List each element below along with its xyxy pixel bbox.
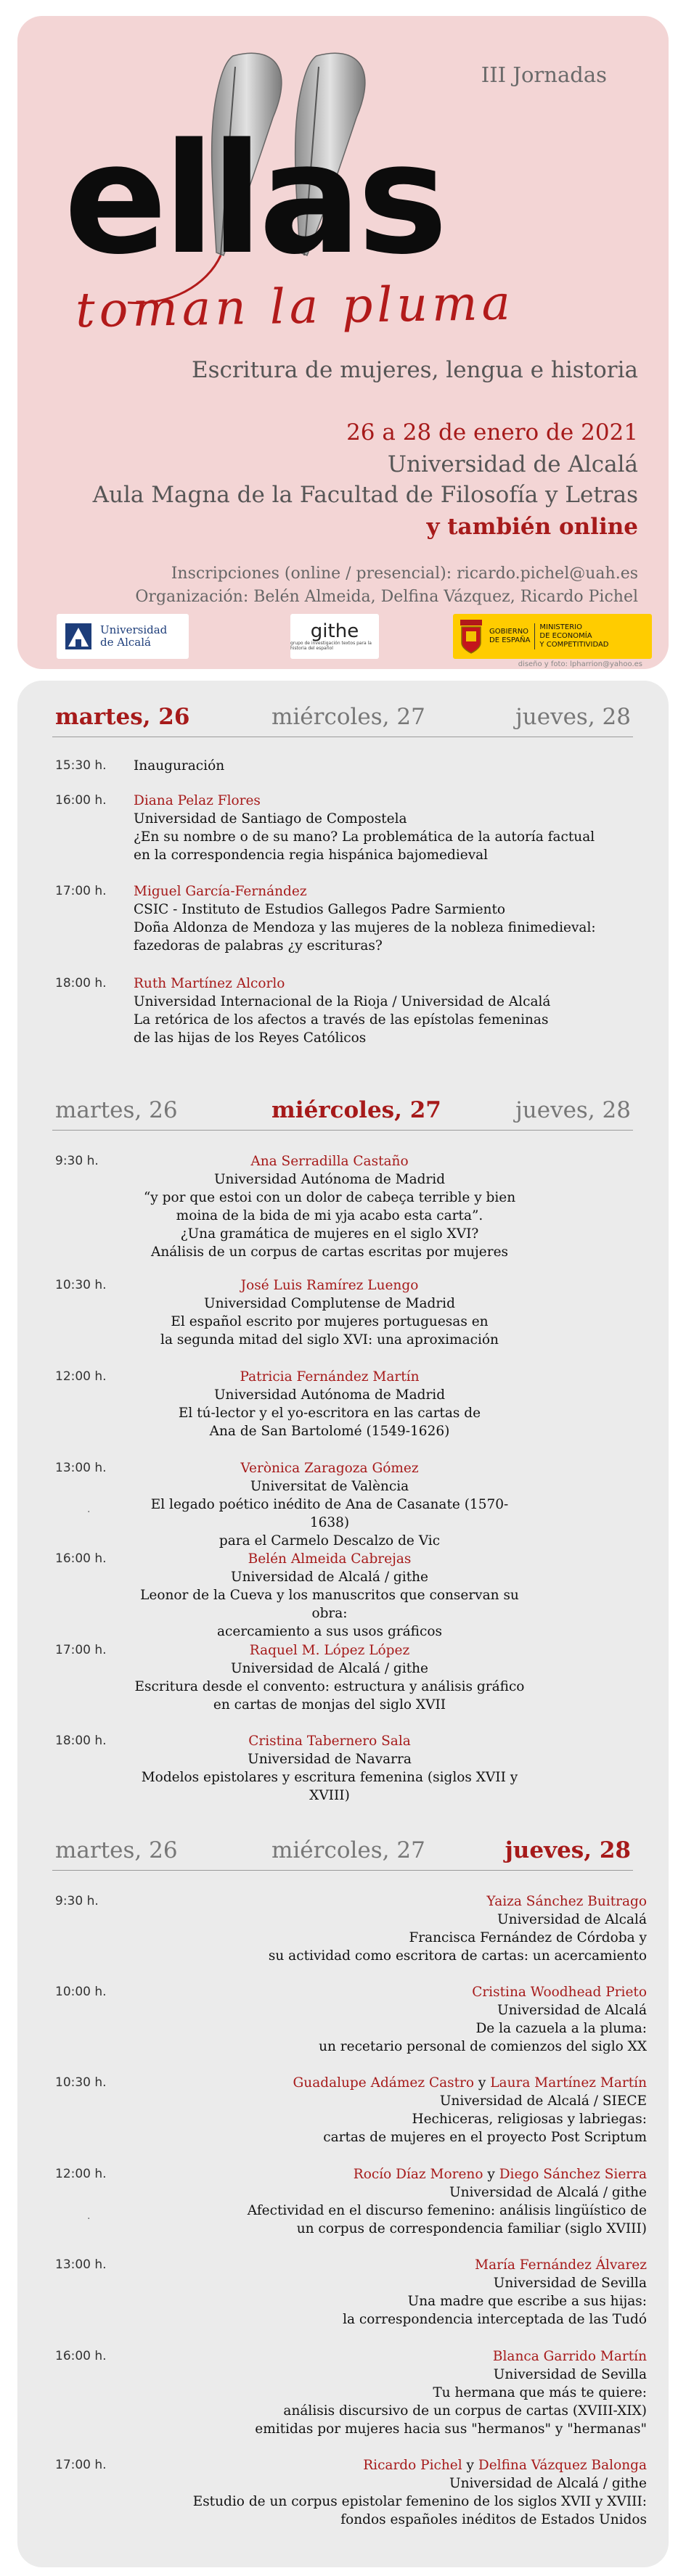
bullet-dot: · [87,1506,91,1518]
session-body [134,2456,647,2529]
day-tab-2: miércoles, 27 [271,1837,425,1863]
speaker-name [134,975,642,993]
coat-of-arms-icon [457,618,485,655]
speaker-connector: y [483,2167,499,2182]
talk-title-line: Francisca Fernández de Córdoba y [409,1930,647,1945]
githe-subtitle: grupo de investigación textos para la historia del español [290,641,372,651]
talk-title-line: ¿En su nombre o de su mano? La problemática de la autoría factual [134,829,595,845]
ministry-line2: DE ECONOMÍA [539,632,592,640]
talk-title-line: fazedoras de palabras ¿y escrituras? [134,938,383,953]
day-tab-1: martes, 26 [55,1097,178,1123]
session-body [134,1892,647,1965]
session-body [134,882,642,955]
talk-title-line: cartas de mujeres en el proyecto Post Scriptum [323,2130,647,2145]
speaker-primary: Ana Serradilla Castaño [250,1154,409,1169]
speaker-name [134,1732,526,1750]
session-time: 16:00 h. [55,793,107,808]
talk-title-line: de las hijas de los Reyes Católicos [134,1030,367,1046]
session-body [134,2256,647,2329]
speaker-name [134,1641,526,1660]
talk-title-line: El legado poético inédito de Ana de Casanate (1570-1638) [150,1497,509,1530]
session-time: 12:00 h. [55,1369,107,1384]
speaker-connector: y [474,2075,491,2091]
session-body [134,792,642,864]
speaker-name [134,1892,647,1911]
uah-logo [57,614,189,659]
talk-title-line: en cartas de monjas del siglo XVII [213,1697,446,1712]
talk-title-line: Leonor de la Cueva y los manuscritos que conservan su obra: [140,1588,519,1621]
speaker-primary: Yaiza Sánchez Buitrago [486,1894,647,1909]
talk-title-line: Ana de San Bartolomé (1549-1626) [209,1424,450,1439]
speaker-secondary: Diego Sánchez Sierra [499,2167,647,2182]
talk-title-line: Inauguración [134,758,225,774]
talk-title-line: Análisis de un corpus de cartas escritas por mujeres [150,1244,509,1260]
speaker-primary: María Fernández Álvarez [475,2257,647,2273]
session-time: 16:00 h. [55,1551,107,1566]
speaker-name [134,2074,647,2092]
talk-title-line: su actividad como escritora de cartas: un acercamiento [268,1948,647,1964]
speaker-affiliation: Universidad de Alcalá / githe [230,1661,428,1676]
session-body [134,1550,526,1641]
speaker-affiliation: Universidad de Alcalá [497,1912,647,1927]
talk-title-line: fondos españoles inéditos de Estados Unidos [340,2512,647,2527]
session-time: 10:00 h. [55,1985,107,1999]
speaker-affiliation: Universidad de Santiago de Compostela [134,811,407,826]
speaker-name [134,2456,647,2474]
session-time: 17:00 h. [55,884,107,898]
event-dates: 26 a 28 de enero de 2021 [346,419,638,446]
talk-title-line: De la cazuela a la pluma: [475,2021,647,2036]
uah-line1: Universidad [100,623,168,636]
speaker-name [134,1368,526,1386]
session-body [134,1276,526,1349]
day-header-miercoles [17,1097,669,1126]
session-body [134,975,642,1047]
speaker-name [134,1459,526,1477]
speaker-name [134,1550,526,1568]
speaker-affiliation: Universidad de Navarra [248,1752,412,1767]
talk-title-line: un recetario personal de comienzos del siglo XX [319,2039,647,2054]
speaker-connector: y [462,2458,478,2473]
venue: Aula Magna de la Facultad de Filosofía y Letras [92,482,638,508]
session-time: 16:00 h. [55,2349,107,2363]
day-tab-3: jueves, 28 [515,1097,631,1123]
talk-title-line: un corpus de correspondencia familiar (siglo XVIII) [296,2221,647,2236]
online-note: y también online [426,514,638,540]
session-time: 13:00 h. [55,2257,107,2272]
session-time: 10:30 h. [55,2075,107,2090]
ministry-line1: MINISTERIO [539,623,582,631]
talk-title-line: acercamiento a sus usos gráficos [216,1624,442,1639]
speaker-primary: Blanca Garrido Martín [492,2349,647,2364]
session-body [134,1368,526,1440]
gob-line2: DE ESPAÑA [489,636,531,644]
speaker-affiliation: Universidad de Alcalá / githe [449,2476,647,2491]
speaker-affiliation: CSIC - Instituto de Estudios Gallegos Padre Sarmiento [134,902,506,917]
speaker-primary: Raquel M. López López [249,1643,410,1658]
session-time: 10:30 h. [55,1278,107,1292]
talk-title-line: Estudio de un corpus epistolar femenino de los siglos XVII y XVIII: [192,2494,647,2509]
speaker-primary: Patricia Fernández Martín [240,1369,420,1385]
gobierno-logo [453,614,652,659]
speaker-affiliation: Universidad de Alcalá / SIECE [439,2093,647,2109]
speaker-name [134,882,642,901]
speaker-affiliation: Universidad Internacional de la Rioja / Universidad de Alcalá [134,994,551,1009]
talk-title-line: Tu hermana que más te quiere: [433,2385,647,2400]
speaker-primary: Belén Almeida Cabrejas [248,1551,412,1567]
session-time: 15:30 h. [55,758,107,773]
day-header-martes [17,704,669,733]
edition-label: III Jornadas [481,62,607,87]
speaker-affiliation: Universitat de València [250,1479,409,1494]
gob-line1: GOBIERNO [489,628,529,636]
session-body [134,2347,647,2438]
talk-title-line: análisis discursivo de un corpus de cartas (XVIII-XIX) [283,2403,647,2419]
speaker-secondary: Delfina Vázquez Balonga [478,2458,647,2473]
session-body [134,1732,526,1805]
speaker-affiliation: Universidad de Sevilla [493,2367,647,2382]
logo-wordmark: ellas [64,110,444,288]
session-body [134,757,642,775]
uah-seal-icon [61,619,96,654]
speaker-affiliation: Universidad Autónoma de Madrid [213,1172,446,1187]
speaker-primary: Cristina Woodhead Prieto [472,1985,647,2000]
speaker-name [134,2347,647,2366]
talk-title-line: la segunda mitad del siglo XVI: una aproximación [160,1332,499,1348]
talk-title-line: ¿Una gramática de mujeres en el siglo XVI? [180,1226,479,1242]
day-header-jueves [17,1837,669,1866]
session-body [134,2074,647,2146]
speaker-primary: Diana Pelaz Flores [134,793,261,808]
sponsor-logos [57,614,652,659]
section-divider [52,1130,633,1131]
session-time: 17:00 h. [55,1643,107,1657]
talk-title-line: en la correspondencia regia hispánica bajomedieval [134,848,489,863]
ministry-line3: Y COMPETITIVIDAD [539,641,609,649]
session-time: 9:30 h. [55,1154,99,1168]
speaker-affiliation: Universidad Autónoma de Madrid [213,1387,446,1403]
session-time: 18:00 h. [55,1734,107,1748]
session-body [134,1459,526,1550]
organizers: Organización: Belén Almeida, Delfina Vázquez, Ricardo Pichel [135,588,638,606]
speaker-affiliation: Universidad de Alcalá [497,2003,647,2018]
talk-title-line: la correspondencia interceptada de las Tudó [343,2312,647,2327]
speaker-name [134,2165,647,2183]
speaker-name [134,2256,647,2274]
talk-title-line: “y por que estoi con un dolor de cabeça terrible y bien [143,1190,516,1205]
talk-title-line: El español escrito por mujeres portuguesas en [171,1314,489,1329]
speaker-primary: Ricardo Pichel [363,2458,462,2473]
speaker-primary: José Luis Ramírez Luengo [240,1278,419,1293]
speaker-primary: Guadalupe Adámez Castro [293,2075,475,2091]
githe-wordmark: githe [310,620,359,642]
day-tab-2: miércoles, 27 [271,704,425,730]
session-time: 18:00 h. [55,976,107,990]
speaker-name [134,792,642,810]
talk-title-line: Doña Aldonza de Mendoza y las mujeres de la nobleza finimedieval: [134,920,596,935]
university: Universidad de Alcalá [387,451,638,477]
talk-title-line: La retórica de los afectos a través de las epístolas femeninas [134,1012,549,1027]
session-time: 17:00 h. [55,2458,107,2472]
speaker-primary: Verònica Zaragoza Gómez [240,1461,419,1476]
speaker-primary: Cristina Tabernero Sala [248,1734,411,1749]
speaker-affiliation: Universidad de Alcalá / githe [449,2185,647,2200]
talk-title-line: El tú-lector y el yo-escritora en las cartas de [178,1406,481,1421]
day-tab-1: martes, 26 [55,1837,178,1863]
talk-title-line: para el Carmelo Descalzo de Vic [219,1533,441,1549]
speaker-primary: Miguel García-Fernández [134,884,307,899]
session-body [134,1152,526,1261]
speaker-name [134,1276,526,1295]
session-time: 9:30 h. [55,1894,99,1908]
session-time: 13:00 h. [55,1461,107,1475]
talk-title-line: Modelos epistolares y escritura femenina (siglos XVII y XVIII) [141,1770,518,1803]
speaker-name [134,1152,526,1170]
day-tab-2: miércoles, 27 [271,1097,441,1123]
talk-title-line: Escritura desde el convento: estructura y análisis gráfico [134,1679,525,1694]
day-tab-1: martes, 26 [55,704,190,730]
day-tab-3: jueves, 28 [505,1837,631,1863]
logo-tagline: toman la pluma [75,274,515,339]
session-body [134,1983,647,2056]
talk-title-line: Hechiceras, religiosas y labriegas: [412,2112,647,2127]
session-time: 12:00 h. [55,2167,107,2181]
talk-title-line: moina de la bida de mi yja acabo esta carta”. [176,1208,483,1223]
speaker-primary: Rocío Díaz Moreno [353,2167,483,2182]
section-divider [52,1870,633,1871]
subtitle: Escritura de mujeres, lengua e historia [191,357,638,383]
talk-title-line: Afectividad en el discurso femenino: análisis lingüístico de [247,2203,647,2218]
talk-title-line: emitidas por mujeres hacia sus "hermanos" y "hermanas" [255,2421,647,2437]
day-tab-3: jueves, 28 [515,704,631,730]
registration-info: Inscripciones (online / presencial): ricardo.pichel@uah.es [171,565,638,583]
speaker-affiliation: Universidad de Alcalá / githe [230,1570,428,1585]
design-credit: diseño y foto: lpharrion@yahoo.es [518,660,642,668]
speaker-primary: Ruth Martínez Alcorlo [134,976,285,991]
speaker-name [134,1983,647,2001]
session-body [134,1641,526,1714]
talk-title-line: Una madre que escribe a sus hijas: [407,2294,647,2309]
uah-line2: de Alcalá [100,636,151,649]
bullet-dot: · [87,2213,91,2225]
githe-logo [290,614,379,659]
header-card [17,16,669,669]
session-body [134,2165,647,2238]
speaker-secondary: Laura Martínez Martín [490,2075,647,2091]
speaker-affiliation: Universidad Complutense de Madrid [204,1296,455,1311]
speaker-affiliation: Universidad de Sevilla [493,2276,647,2291]
